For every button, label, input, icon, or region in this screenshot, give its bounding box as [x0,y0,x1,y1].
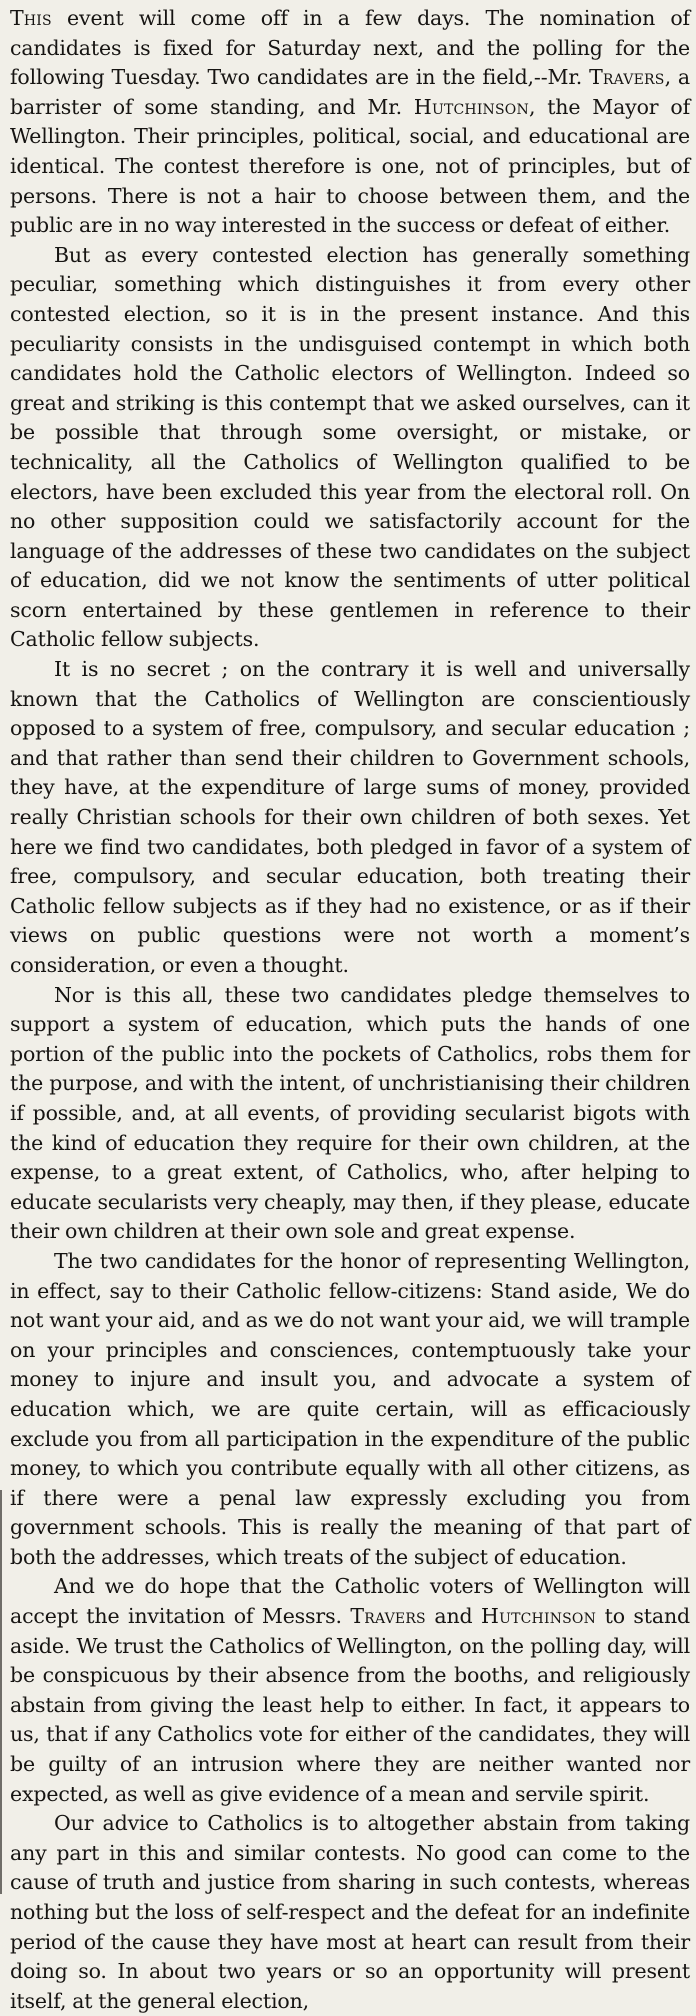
candidate-name-hutchinson: Hutchinson [413,94,529,119]
candidate-name-hutchinson: Hutchinson [481,1604,597,1629]
candidate-name-travers: Travers [589,65,665,90]
article-column [10,4,690,2016]
paragraph-2: But as every contested election has generally something peculiar, something which distinguishes it from every other contested election, so it is in the present instance. And this peculiarity consists in the undisguised contempt in which both candidates hold the Catholic electors of Wellington. Indeed so great and striking is this contempt that we asked ourselves, can it be possible that through some oversight, or mistake, or technicality, all the Catholics of Wellington qualified to be electors, have been excluded this year from the electoral roll. On no other supposition could we satisfactorily account for the language of the addresses of these two candidates on the subject of education, did we not know the sentiments of utter political scorn entertained by these gentlemen in reference to their Catholic fellow subjects. [10,242,690,652]
paragraph-1: This event will come off in a few days. The nomination of candidates is fixed for Saturday next, and the polling for the following Tuesday. Two candidates are in the field,--Mr. Travers, a barrister of some standing, and Mr. Hutchinson, the Mayor of Wellington. Their principles, political, social, and educational are identical. The contest therefore is one, not of principles, but of persons. There is not a hair to choose between them, and the public are in no way interested in the success or defeat of either. [10,6,691,238]
paragraph-6: And we do hope that the Catholic voters of Wellington will accept the invitation of Messrs. Travers and Hutchinson to stand aside. We trust the Catholics of Wellington, on the polling day, will be conspicuous by their absence from the booths, and religiously abstain from giving the least help to either. In fact, it appears to us, that if any Catholics vote for either of the candidates, they will be guilty of an intrusion where they are neither wanted nor expected, as well as give evidence of a mean and servile spirit. [10,1574,690,1806]
paragraph-3: It is no secret ; on the contrary it is well and universally known that the Catholics of Wellington are conscientiously opposed to a system of free, compulsory, and secular education ; and that rather than send their children to Government schools, they have, at the expenditure of large sums of money, provided really Christian schools for their own children of both sexes. Yet here we find two candidates, both pledged in favor of a system of free, compulsory, and secular education, both treating their Catholic fellow subjects as if they had no existence, or as if their views on public questions were not worth a moment’s consideration, or even a thought. [10,657,690,977]
paragraph-4: Nor is this all, these two candidates pledge themselves to support a system of education, which puts the hands of one portion of the public into the pockets of Catholics, robs them for the purpose, and with the intent, of unchristianising their children if possible, and, at all events, of providing secularist bigots with the kind of education they require for their own children, at the expense, to a great extent, of Catholics, who, after helping to educate secularists very cheaply, may then, if they please, educate their own children at their own sole and great expense. [10,982,690,1244]
opening-word: This [10,6,52,30]
margin-rule [0,1490,2,1894]
candidate-name-travers: Travers [350,1604,426,1629]
paragraph-5: The two candidates for the honor of representing Wellington, in effect, say to their Catholic fellow-citizens: Stand aside, We do not want your aid, and as we do not want your aid, we will trample on your principles and consciences, contemptuously take your money to injure and insult you, and advocate a system of education which, we are quite certain, will as efficaciously exclude you from all participation in the expenditure of the public money, to which you contribute equally with all other citizens, as if there were a penal law expressly excluding you from government schools. This is really the meaning of that part of both the addresses, which treats of the subject of education. [10,1248,690,1569]
paragraph-7: Our advice to Catholics is to altogether abstain from taking any part in this and similar contests. No good can come to the cause of truth and justice from sharing in such contests, whereas nothing but the loss of self-respect and the defeat for an indefinite period of the cause they have most at heart can result from their doing so. In about two years or so an opportunity will present itself, at the general election, [10,1811,690,2013]
